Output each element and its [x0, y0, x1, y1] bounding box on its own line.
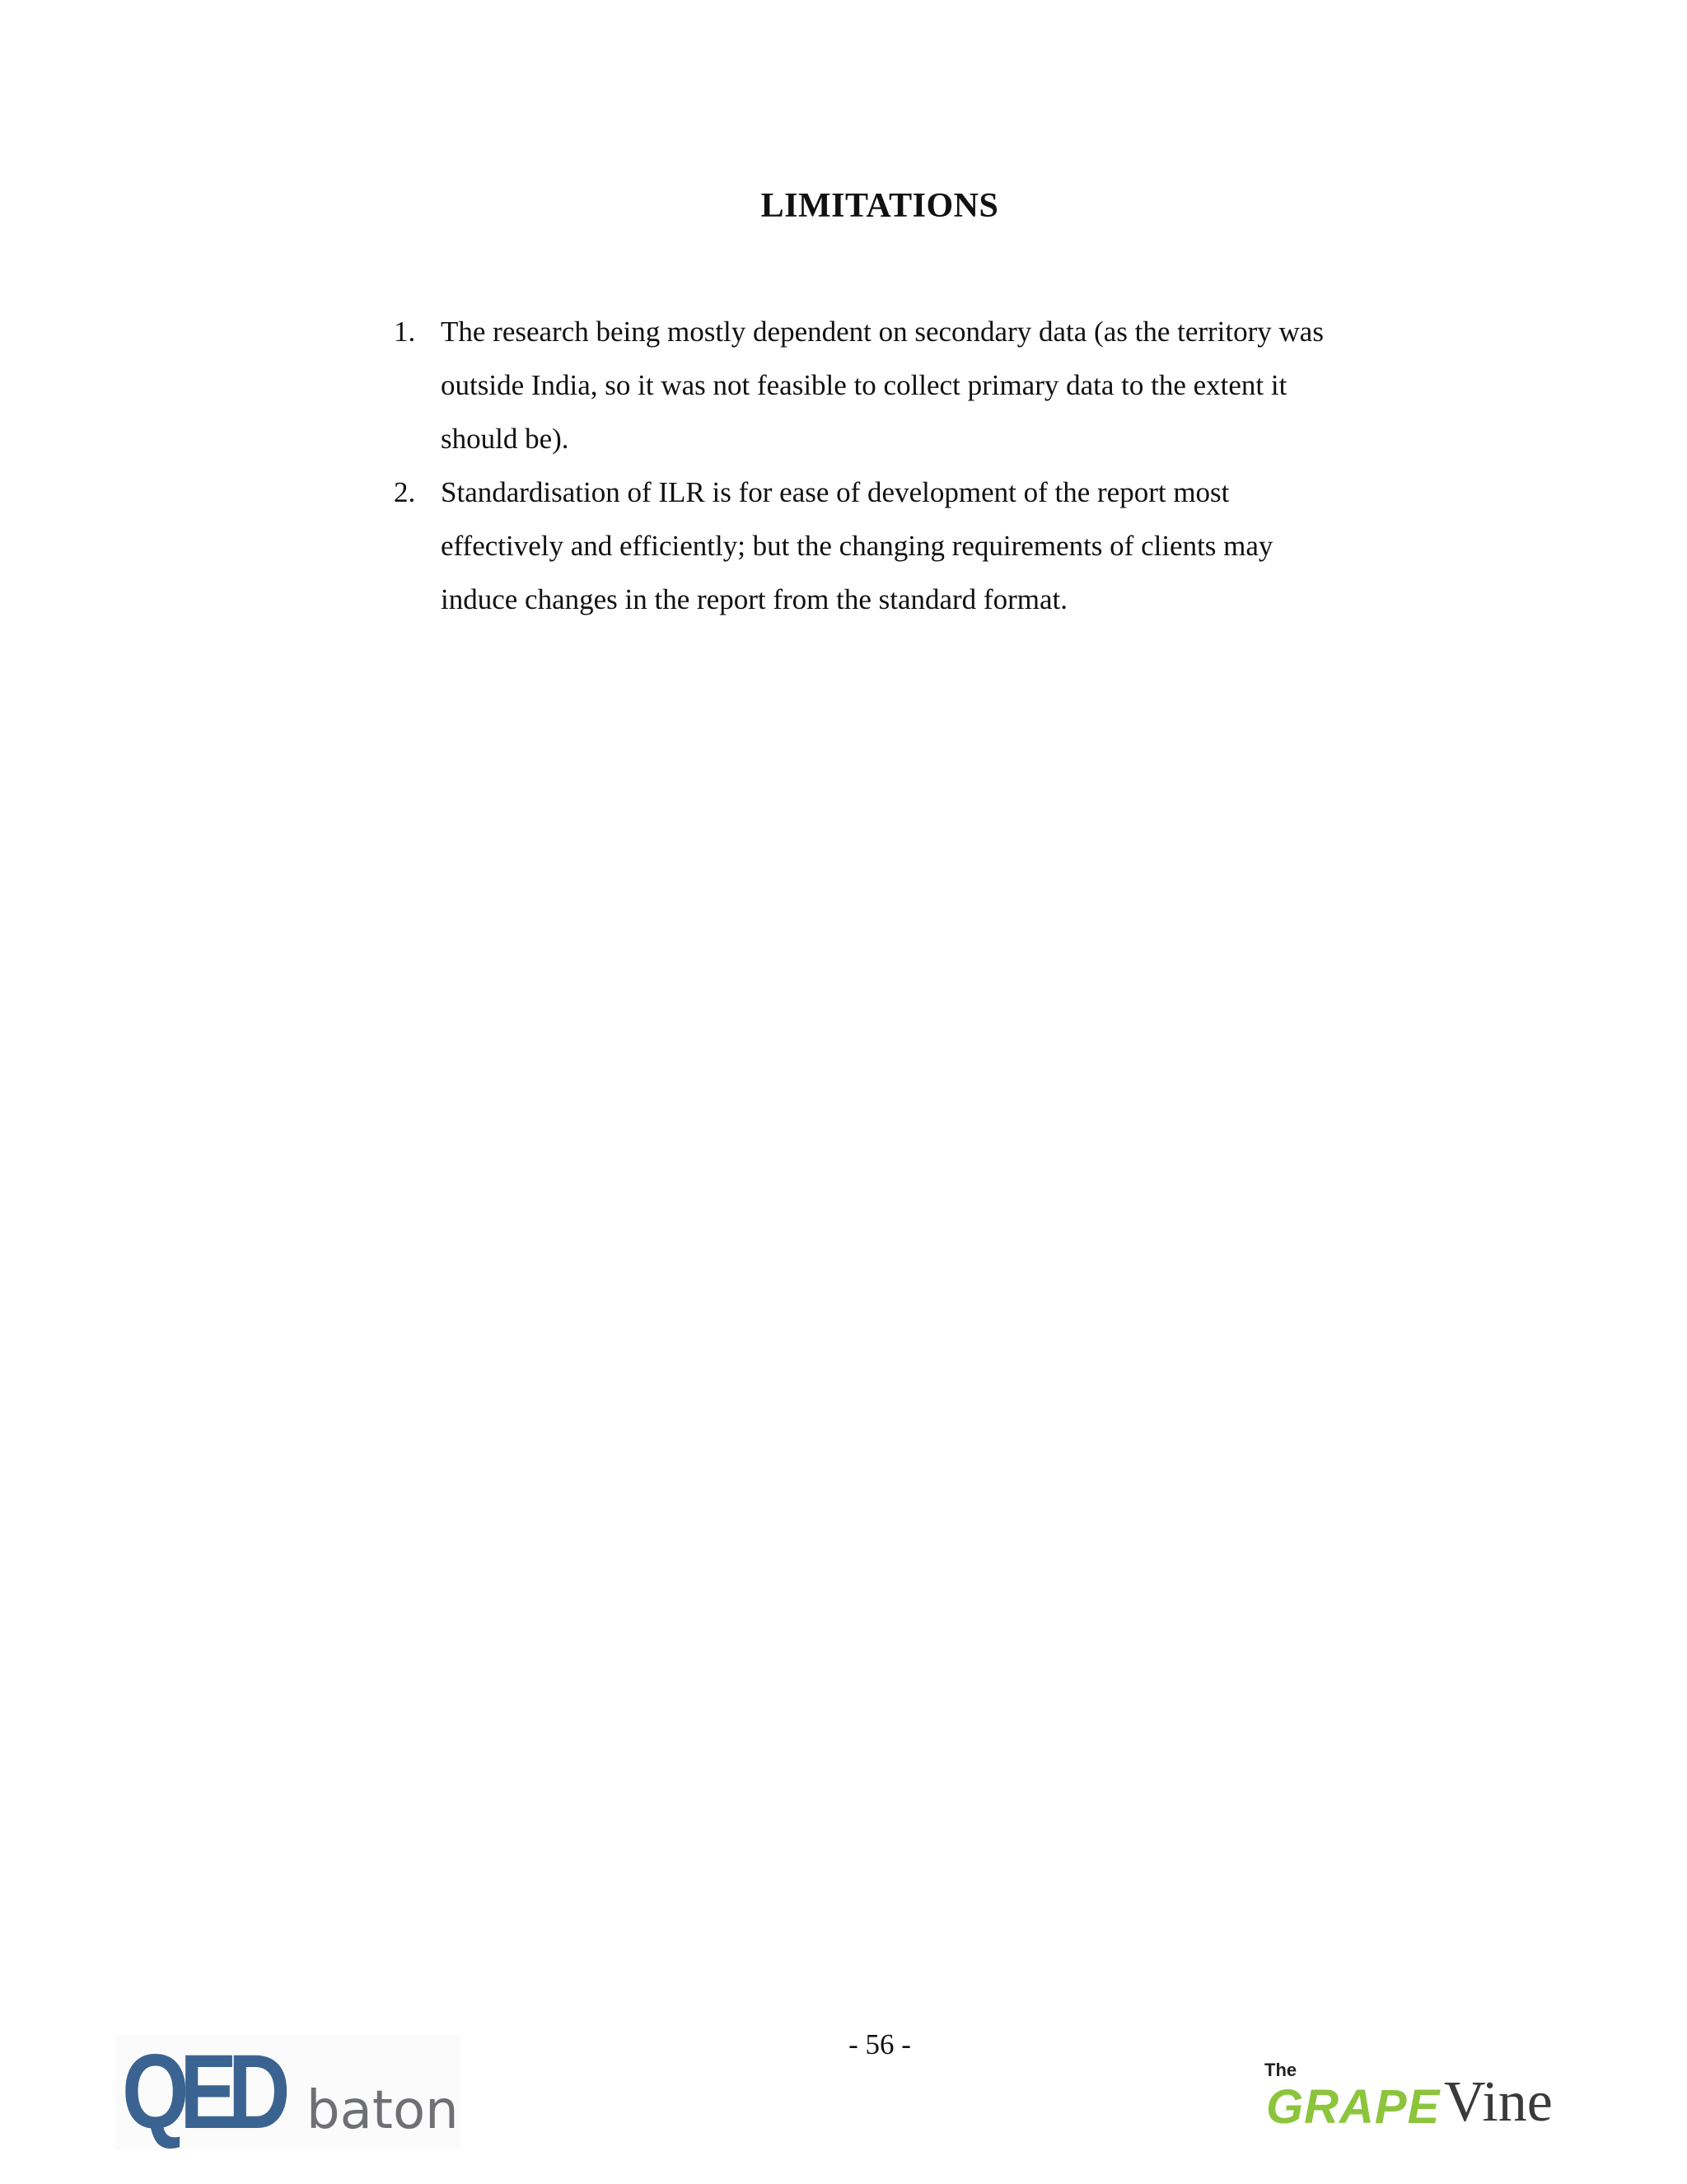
list-item — [394, 465, 1423, 626]
grapevine-logo-vine: Vine — [1444, 2070, 1553, 2134]
grapevine-logo — [1264, 2060, 1577, 2150]
qed-logo-word: baton — [306, 2080, 459, 2141]
page-number: - 56 - — [848, 2028, 911, 2060]
list-item-number: 2. — [394, 476, 416, 508]
list-item — [394, 305, 1423, 465]
list-item-line: effectively and efficiently; but the changing requirements of clients may — [441, 530, 1273, 562]
list-item-line: Standardisation of ILR is for ease of development of the report most — [441, 476, 1230, 508]
list-item-line: induce changes in the report from the standard format. — [441, 583, 1068, 615]
list-item-number: 1. — [394, 316, 416, 348]
page-title: LIMITATIONS — [760, 187, 999, 225]
qed-logo-mark: QED — [122, 2033, 282, 2151]
grapevine-logo-the: The — [1264, 2060, 1297, 2080]
qed-baton-logo — [115, 2035, 461, 2150]
limitations-list — [394, 305, 1423, 626]
list-item-line: The research being mostly dependent on secondary data (as the territory was — [441, 316, 1324, 348]
grapevine-logo-grape: GRAPE — [1266, 2080, 1441, 2134]
list-item-line: should be). — [441, 423, 569, 455]
list-item-line: outside India, so it was not feasible to collect primary data to the extent it — [441, 369, 1287, 401]
